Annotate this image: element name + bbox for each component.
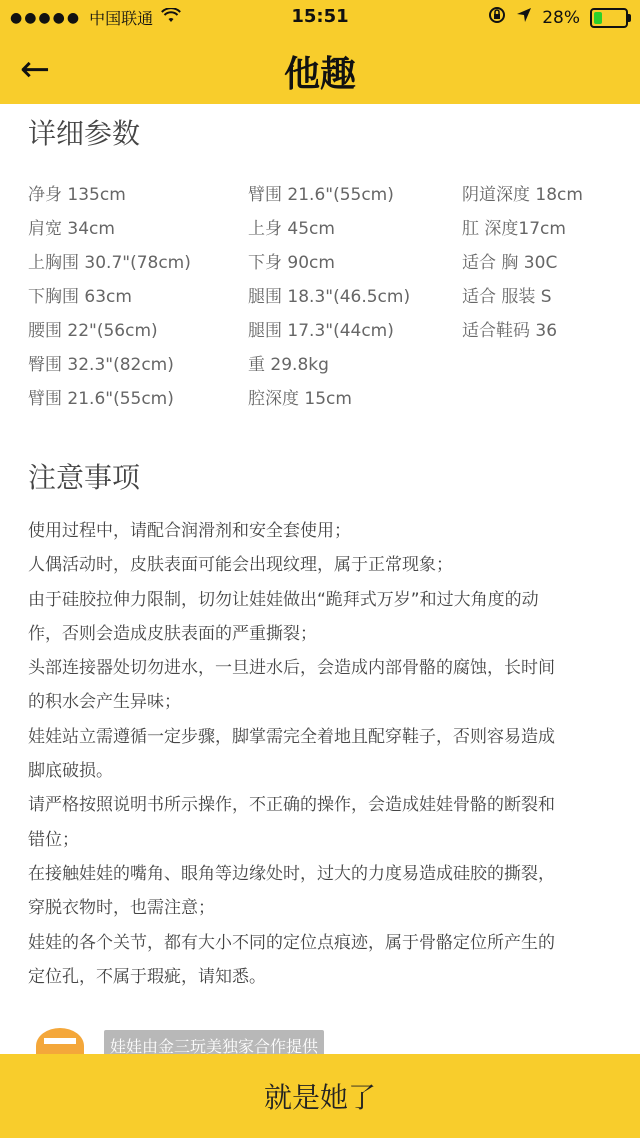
param-item: 上身 45cm — [248, 219, 335, 239]
note-line: 脚底破损。 — [28, 761, 113, 782]
note-line: 请严格按照说明书所示操作，不正确的操作，会造成娃娃骨骼的断裂和 — [28, 795, 555, 816]
param-item: 腿围 18.3"(46.5cm) — [248, 287, 411, 307]
provider-logo-icon — [36, 1028, 84, 1054]
provider-badge: 娃娃由金三玩美独家合作提供 — [104, 1030, 324, 1054]
param-item: 阴道深度 18cm — [462, 185, 583, 205]
select-button-label: 就是她了 — [263, 1081, 376, 1114]
note-line: 由于硅胶拉伸力限制，切勿让娃娃做出“跪拜式万岁”和过大角度的动 — [28, 589, 539, 610]
header-bar — [0, 0, 640, 104]
note-line: 定位孔，不属于瑕疵，请知悉。 — [28, 966, 266, 987]
rotation-lock-icon — [488, 6, 506, 29]
content-scroll[interactable] — [0, 104, 640, 1054]
status-time: 15:51 — [291, 6, 349, 27]
note-line: 错位； — [28, 829, 79, 850]
param-item: 腔深度 15cm — [248, 389, 352, 409]
param-item: 适合 胸 30C — [462, 253, 558, 273]
carrier-name: 中国联通 — [89, 9, 154, 28]
note-line: 头部连接器处切勿进水，一旦进水后，会造成内部骨骼的腐蚀，长时间 — [28, 658, 555, 679]
param-item: 腿围 17.3"(44cm) — [248, 321, 394, 341]
battery-fill — [594, 12, 602, 24]
param-item: 臀围 32.3"(82cm) — [28, 355, 174, 375]
param-item: 肛 深度17cm — [462, 219, 566, 239]
param-item: 肩宽 34cm — [28, 219, 115, 239]
param-item: 臂围 21.6"(55cm) — [248, 185, 394, 205]
param-item: 适合鞋码 36 — [462, 321, 558, 341]
note-line: 在接触娃娃的嘴角、眼角等边缘处时，过大的力度易造成硅胶的撕裂， — [28, 863, 555, 884]
status-bar — [0, 0, 640, 36]
note-line: 人偶活动时，皮肤表面可能会出现纹理，属于正常现象； — [28, 555, 453, 576]
note-line: 穿脱衣物时，也需注意； — [28, 898, 215, 919]
back-arrow-icon[interactable]: ← — [20, 49, 51, 90]
param-item: 上胸围 30.7"(78cm) — [28, 253, 191, 273]
note-line: 使用过程中，请配合润滑剂和安全套使用； — [28, 521, 351, 541]
notes-list — [28, 514, 612, 994]
param-item: 重 29.8kg — [248, 355, 329, 375]
battery-icon — [590, 8, 628, 28]
param-item: 臂围 21.6"(55cm) — [28, 389, 174, 409]
notes-title: 注意事项 — [28, 461, 141, 494]
provider-info — [28, 1024, 628, 1054]
signal-strength-icon: ●●●●● — [10, 9, 82, 26]
param-item: 腰围 22"(56cm) — [28, 321, 158, 341]
param-item: 下胸围 63cm — [28, 287, 132, 307]
note-line: 娃娃站立需遵循一定步骤，脚掌需完全着地且配穿鞋子，否则容易造成 — [28, 726, 555, 747]
note-line: 作，否则会造成皮肤表面的严重撕裂； — [28, 623, 317, 644]
page-title: 他趣 — [283, 54, 356, 95]
param-item: 适合 服装 S — [462, 287, 552, 307]
param-item: 下身 90cm — [248, 253, 335, 273]
param-item: 净身 135cm — [28, 185, 126, 205]
nav-bar — [0, 36, 640, 104]
battery-percentage: 28% — [542, 7, 580, 28]
note-line: 娃娃的各个关节，都有大小不同的定位点痕迹，属于骨骼定位所产生的 — [28, 932, 555, 953]
select-button[interactable] — [0, 1054, 640, 1138]
location-arrow-icon — [516, 7, 532, 28]
details-title: 详细参数 — [28, 117, 141, 150]
note-line: 的积水会产生异味； — [28, 692, 181, 713]
